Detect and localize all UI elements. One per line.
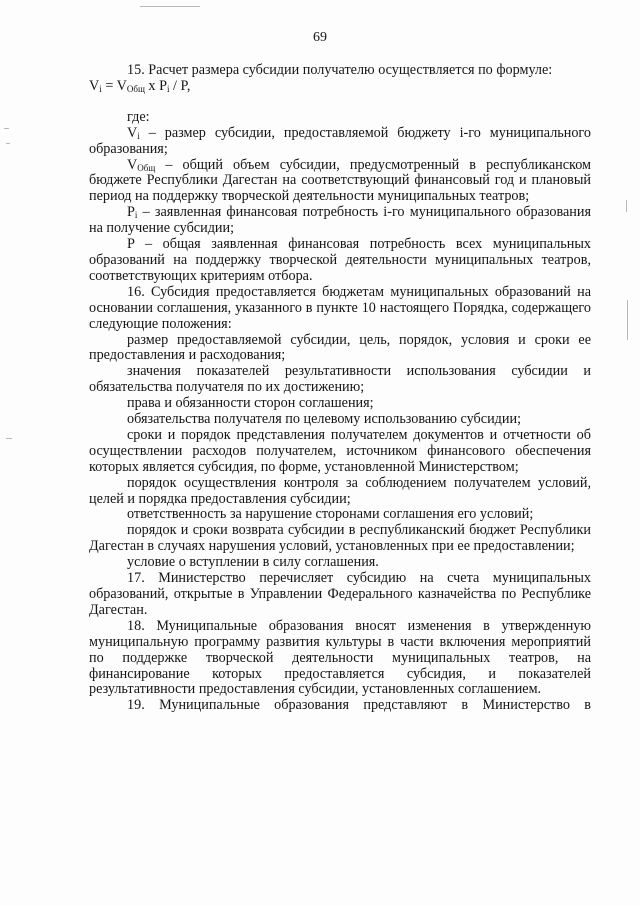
paragraph-15-intro: 15. Расчет размера субсидии получателю осуществляется по формуле: (127, 62, 553, 78)
scan-mark-right (626, 200, 627, 212)
list-item: условие о вступлении в силу соглашения. (127, 554, 379, 571)
definition-p: P – общая заявленная финансовая потребность всех муниципальных образований на поддержку творческой деятельности муниципальных театров, соответствующих критериям отбора. (89, 236, 591, 284)
list-item: сроки и порядок представления получателем документов и отчетности об осуществлении расходов получателем, источником финансового обеспечения которых является субсидия, по форме, установленной Министерством; (89, 426, 591, 475)
paragraph-17: 17. Министерство перечисляет субсидию на счета муниципальных образований, открытые в Управлении Федерального казначейства по Республике Дагестан. (89, 570, 591, 618)
scan-mark-right (627, 300, 628, 340)
list-item: права и обязанности сторон соглашения; (127, 395, 374, 412)
page-number: 69 (313, 30, 327, 45)
where-label: где: (127, 108, 150, 125)
list-item: размер предоставляемой субсидии, цель, порядок, условия и сроки ее предоставления и расходования; (89, 331, 591, 364)
paragraph-19: 19. Муниципальные образования представляют в Министерство в (127, 697, 591, 714)
paragraph-16: 16. Субсидия предоставляется бюджетам муниципальных образований на основании соглашения, указанного в пункте 10 настоящего Порядка, содержащего следующие положения: (89, 283, 591, 332)
paragraph-18: 18. Муниципальные образования вносят изменения в утвержденную муниципальную программу развития культуры в части включения мероприятий по поддержке творческой деятельности муниципальных театров, на финансирование которых предоставляется субсидия, и показателей результативности предоставления субсидии, установленных соглашением. (89, 617, 591, 698)
list-item: обязательства получателя по целевому использованию субсидии; (127, 411, 522, 428)
scan-mark-left (6, 143, 10, 144)
definition-pi: $P_i$ – заявленная финансовая потребность i-го муниципального образования на получение субсидии; (89, 204, 591, 237)
list-item: порядок и сроки возврата субсидии в республиканский бюджет Республики Дагестан в случаях нарушения условий, установленных при ее предоставлении; (89, 522, 591, 555)
subsidy-formula: $V_i = V_{Общ}$ х $P_i$ / P, (89, 77, 191, 94)
scan-mark-top (140, 6, 200, 7)
list-item: порядок осуществления контроля за соблюдением получателем условий, целей и порядка предоставления субсидии; (89, 474, 591, 507)
definition-vobsh: $V_{Общ}$ – общий объем субсидии, предусмотренный в республиканском бюджете Республики Дагестан на соответствующий финансовый год и плановый период на поддержку творческой деятельности муниципальных театров; (89, 156, 591, 205)
list-item: значения показателей результативности использования субсидии и обязательства получателя по их достижению; (89, 363, 591, 396)
scan-mark-left (4, 128, 9, 129)
list-item: ответственность за нарушение сторонами соглашения его условий; (127, 506, 534, 523)
definition-vi: $V_i$ – размер субсидии, предоставляемой бюджету i-го муниципального образования; (89, 124, 591, 157)
document-body (89, 63, 591, 714)
scan-mark-left (6, 438, 12, 439)
